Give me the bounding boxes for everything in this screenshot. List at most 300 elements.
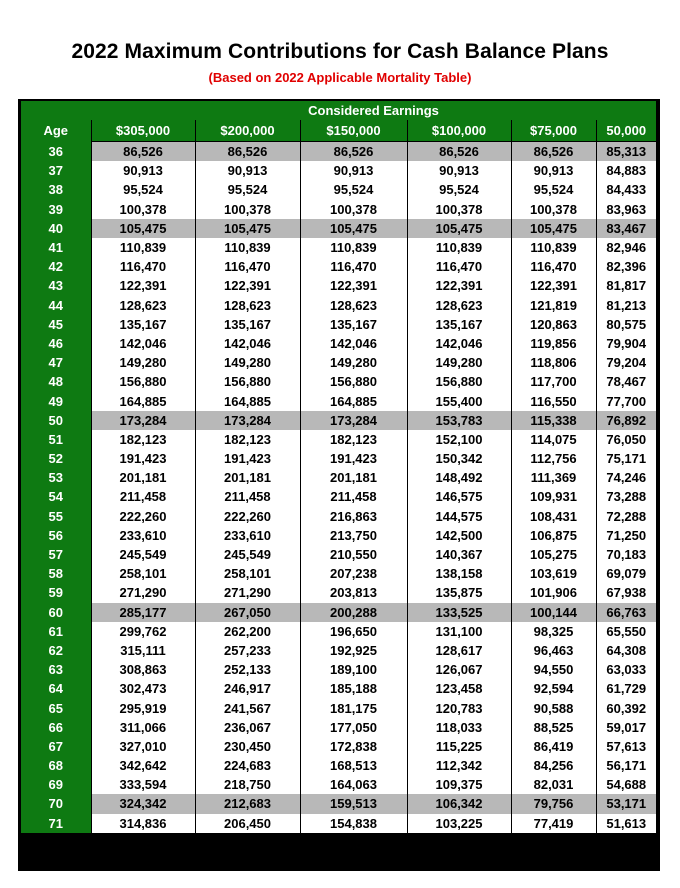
table-row [21,737,656,756]
age-cell: 39 [21,200,91,219]
table-row [21,641,656,660]
table-row [21,142,656,162]
contribution-cell: 182,123 [195,430,300,449]
table-column-header-row [21,120,656,142]
contribution-cell: 84,256 [511,756,596,775]
contribution-cell: 173,284 [195,411,300,430]
contributions-table-frame [18,99,660,871]
contribution-cell: 128,617 [407,641,511,660]
contribution-cell: 56,171 [596,756,656,775]
contribution-cell: 212,683 [195,794,300,813]
contribution-cell: 133,525 [407,603,511,622]
age-cell: 63 [21,660,91,679]
table-row [21,622,656,641]
contribution-cell: 115,225 [407,737,511,756]
contribution-cell: 90,913 [195,161,300,180]
age-cell: 59 [21,583,91,602]
contribution-cell: 156,880 [195,372,300,391]
contribution-cell: 314,836 [91,814,195,833]
contribution-cell: 105,275 [511,545,596,564]
contribution-cell: 156,880 [300,372,407,391]
contribution-cell: 117,700 [511,372,596,391]
contribution-cell: 192,925 [300,641,407,660]
contribution-cell: 111,369 [511,468,596,487]
contribution-cell: 200,288 [300,603,407,622]
contribution-cell: 211,458 [300,487,407,506]
contribution-cell: 100,378 [407,200,511,219]
age-cell: 67 [21,737,91,756]
table-row [21,756,656,775]
contribution-cell: 152,100 [407,430,511,449]
contribution-cell: 148,492 [407,468,511,487]
contribution-cell: 51,613 [596,814,656,833]
contribution-cell: 95,524 [511,180,596,199]
contribution-cell: 67,938 [596,583,656,602]
contribution-cell: 100,378 [300,200,407,219]
contribution-cell: 342,642 [91,756,195,775]
contribution-cell: 142,046 [195,334,300,353]
table-row [21,372,656,391]
contribution-cell: 105,475 [195,219,300,238]
column-header-200000: $200,000 [195,120,300,142]
contribution-cell: 100,144 [511,603,596,622]
column-header-150000: $150,000 [300,120,407,142]
table-row [21,353,656,372]
table-row [21,257,656,276]
contribution-cell: 233,610 [195,526,300,545]
contribution-cell: 140,367 [407,545,511,564]
contribution-cell: 224,683 [195,756,300,775]
contribution-cell: 118,033 [407,718,511,737]
contribution-cell: 236,067 [195,718,300,737]
table-row [21,449,656,468]
contribution-cell: 79,904 [596,334,656,353]
contribution-cell: 168,513 [300,756,407,775]
contribution-cell: 71,250 [596,526,656,545]
age-cell: 41 [21,238,91,257]
contribution-cell: 105,475 [91,219,195,238]
table-row [21,334,656,353]
contribution-cell: 257,233 [195,641,300,660]
contribution-cell: 116,470 [300,257,407,276]
age-cell: 47 [21,353,91,372]
age-cell: 54 [21,487,91,506]
contribution-cell: 155,400 [407,391,511,410]
age-cell: 40 [21,219,91,238]
contribution-cell: 149,280 [195,353,300,372]
age-cell: 42 [21,257,91,276]
contribution-cell: 173,284 [91,411,195,430]
contribution-cell: 142,046 [91,334,195,353]
contribution-cell: 245,549 [195,545,300,564]
table-row [21,487,656,506]
contribution-cell: 164,885 [91,391,195,410]
contribution-cell: 78,467 [596,372,656,391]
contribution-cell: 241,567 [195,698,300,717]
contribution-cell: 122,391 [300,276,407,295]
contribution-cell: 88,525 [511,718,596,737]
age-cell: 49 [21,391,91,410]
contribution-cell: 311,066 [91,718,195,737]
contribution-cell: 63,033 [596,660,656,679]
age-cell: 65 [21,698,91,717]
contribution-cell: 90,913 [511,161,596,180]
contribution-cell: 182,123 [300,430,407,449]
contribution-cell: 207,238 [300,564,407,583]
contribution-cell: 112,756 [511,449,596,468]
contribution-cell: 92,594 [511,679,596,698]
contribution-cell: 154,838 [300,814,407,833]
contribution-cell: 121,819 [511,296,596,315]
age-cell: 46 [21,334,91,353]
contribution-cell: 105,475 [300,219,407,238]
age-cell: 64 [21,679,91,698]
contribution-cell: 95,524 [91,180,195,199]
table-row [21,794,656,813]
contribution-cell: 149,280 [91,353,195,372]
contribution-cell: 60,392 [596,698,656,717]
contribution-cell: 177,050 [300,718,407,737]
table-row [21,660,656,679]
contribution-cell: 315,111 [91,641,195,660]
contribution-cell: 156,880 [91,372,195,391]
contribution-cell: 201,181 [91,468,195,487]
age-cell: 50 [21,411,91,430]
column-header-100000: $100,000 [407,120,511,142]
contribution-cell: 85,313 [596,142,656,162]
contribution-cell: 196,650 [300,622,407,641]
contribution-cell: 116,470 [407,257,511,276]
contribution-cell: 131,100 [407,622,511,641]
age-cell: 55 [21,507,91,526]
age-column-header: Age [21,120,91,142]
age-cell: 61 [21,622,91,641]
contribution-cell: 115,338 [511,411,596,430]
table-row [21,603,656,622]
contribution-cell: 116,470 [511,257,596,276]
contribution-cell: 84,883 [596,161,656,180]
contribution-cell: 59,017 [596,718,656,737]
contribution-cell: 73,288 [596,487,656,506]
contribution-cell: 86,526 [91,142,195,162]
contribution-cell: 112,342 [407,756,511,775]
table-row [21,161,656,180]
age-cell: 36 [21,142,91,162]
contribution-cell: 120,863 [511,315,596,334]
contribution-cell: 173,284 [300,411,407,430]
contribution-cell: 90,913 [407,161,511,180]
age-cell: 44 [21,296,91,315]
contribution-cell: 120,783 [407,698,511,717]
age-header-spacer [21,101,91,120]
contribution-cell: 109,375 [407,775,511,794]
considered-earnings-header: Considered Earnings [91,101,656,120]
contribution-cell: 118,806 [511,353,596,372]
contribution-cell: 327,010 [91,737,195,756]
contribution-cell: 122,391 [91,276,195,295]
contribution-cell: 86,419 [511,737,596,756]
contribution-cell: 153,783 [407,411,511,430]
contribution-cell: 82,031 [511,775,596,794]
age-cell: 45 [21,315,91,334]
table-group-header-row [21,101,656,120]
contribution-cell: 98,325 [511,622,596,641]
table-row [21,718,656,737]
age-cell: 37 [21,161,91,180]
contribution-cell: 114,075 [511,430,596,449]
contribution-cell: 159,513 [300,794,407,813]
age-cell: 69 [21,775,91,794]
contribution-cell: 218,750 [195,775,300,794]
contribution-cell: 191,423 [91,449,195,468]
contribution-cell: 86,526 [300,142,407,162]
contribution-cell: 191,423 [300,449,407,468]
contribution-cell: 128,623 [91,296,195,315]
contribution-cell: 245,549 [91,545,195,564]
contribution-cell: 95,524 [407,180,511,199]
contribution-cell: 86,526 [195,142,300,162]
table-row [21,468,656,487]
table-row [21,200,656,219]
contribution-cell: 285,177 [91,603,195,622]
contribution-cell: 172,838 [300,737,407,756]
contribution-cell: 135,167 [91,315,195,334]
page-title: 2022 Maximum Contributions for Cash Balance Plans [71,40,609,63]
contribution-cell: 128,623 [195,296,300,315]
contribution-cell: 135,875 [407,583,511,602]
contribution-cell: 191,423 [195,449,300,468]
table-row [21,583,656,602]
table-row [21,276,656,295]
contribution-cell: 185,188 [300,679,407,698]
contribution-cell: 53,171 [596,794,656,813]
contribution-cell: 211,458 [91,487,195,506]
page-subtitle: (Based on 2022 Applicable Mortality Table) [208,70,472,85]
contribution-cell: 110,839 [300,238,407,257]
contribution-cell: 66,763 [596,603,656,622]
contribution-cell: 308,863 [91,660,195,679]
contribution-cell: 246,917 [195,679,300,698]
contribution-cell: 149,280 [407,353,511,372]
contribution-cell: 146,575 [407,487,511,506]
contribution-cell: 110,839 [91,238,195,257]
contribution-cell: 69,079 [596,564,656,583]
contribution-cell: 95,524 [195,180,300,199]
table-row [21,391,656,410]
contribution-cell: 252,133 [195,660,300,679]
contribution-cell: 142,500 [407,526,511,545]
contribution-cell: 201,181 [195,468,300,487]
table-row [21,411,656,430]
contribution-cell: 86,526 [407,142,511,162]
contribution-cell: 79,204 [596,353,656,372]
contribution-cell: 80,575 [596,315,656,334]
contribution-cell: 135,167 [300,315,407,334]
contribution-cell: 110,839 [195,238,300,257]
contribution-cell: 74,246 [596,468,656,487]
contribution-cell: 61,729 [596,679,656,698]
contribution-cell: 128,623 [300,296,407,315]
contribution-cell: 135,167 [195,315,300,334]
contribution-cell: 54,688 [596,775,656,794]
contribution-cell: 110,839 [407,238,511,257]
table-row [21,545,656,564]
contribution-cell: 211,458 [195,487,300,506]
contribution-cell: 138,158 [407,564,511,583]
contribution-cell: 156,880 [407,372,511,391]
age-cell: 52 [21,449,91,468]
contribution-cell: 116,470 [91,257,195,276]
table-row [21,526,656,545]
contribution-cell: 144,575 [407,507,511,526]
contribution-cell: 75,171 [596,449,656,468]
age-cell: 66 [21,718,91,737]
contribution-cell: 100,378 [195,200,300,219]
contribution-cell: 116,550 [511,391,596,410]
contribution-cell: 81,817 [596,276,656,295]
table-row [21,430,656,449]
contribution-cell: 164,885 [300,391,407,410]
contribution-cell: 105,475 [511,219,596,238]
contribution-cell: 82,946 [596,238,656,257]
contribution-cell: 222,260 [195,507,300,526]
age-cell: 71 [21,814,91,833]
contribution-cell: 101,906 [511,583,596,602]
contribution-cell: 103,619 [511,564,596,583]
age-cell: 51 [21,430,91,449]
contribution-cell: 77,700 [596,391,656,410]
contribution-cell: 142,046 [300,334,407,353]
contribution-cell: 271,290 [195,583,300,602]
contribution-cell: 122,391 [195,276,300,295]
age-cell: 43 [21,276,91,295]
contribution-cell: 109,931 [511,487,596,506]
contribution-cell: 57,613 [596,737,656,756]
contribution-cell: 122,391 [511,276,596,295]
contribution-cell: 222,260 [91,507,195,526]
contribution-cell: 65,550 [596,622,656,641]
contribution-cell: 233,610 [91,526,195,545]
contribution-cell: 142,046 [407,334,511,353]
contribution-cell: 122,391 [407,276,511,295]
table-row [21,814,656,833]
contribution-cell: 189,100 [300,660,407,679]
age-cell: 60 [21,603,91,622]
contribution-cell: 90,913 [91,161,195,180]
contribution-cell: 95,524 [300,180,407,199]
table-row [21,564,656,583]
column-header-50000: 50,000 [596,120,656,142]
contribution-cell: 79,756 [511,794,596,813]
table-row [21,238,656,257]
contribution-cell: 70,183 [596,545,656,564]
contribution-cell: 100,378 [91,200,195,219]
contribution-cell: 94,550 [511,660,596,679]
table-row [21,296,656,315]
contribution-cell: 324,342 [91,794,195,813]
contribution-cell: 86,526 [511,142,596,162]
age-cell: 56 [21,526,91,545]
contribution-cell: 149,280 [300,353,407,372]
age-cell: 38 [21,180,91,199]
table-row [21,679,656,698]
contribution-cell: 164,063 [300,775,407,794]
contributions-table [21,101,656,833]
contribution-cell: 135,167 [407,315,511,334]
contribution-cell: 76,050 [596,430,656,449]
table-row [21,698,656,717]
contribution-cell: 206,450 [195,814,300,833]
table-row [21,775,656,794]
contribution-cell: 119,856 [511,334,596,353]
age-cell: 53 [21,468,91,487]
contribution-cell: 295,919 [91,698,195,717]
age-cell: 48 [21,372,91,391]
contribution-cell: 105,475 [407,219,511,238]
contribution-cell: 258,101 [195,564,300,583]
contribution-cell: 267,050 [195,603,300,622]
table-row [21,219,656,238]
contribution-cell: 100,378 [511,200,596,219]
contribution-cell: 81,213 [596,296,656,315]
contribution-cell: 258,101 [91,564,195,583]
contribution-cell: 216,863 [300,507,407,526]
age-cell: 70 [21,794,91,813]
contribution-cell: 302,473 [91,679,195,698]
age-cell: 68 [21,756,91,775]
age-cell: 57 [21,545,91,564]
contribution-cell: 123,458 [407,679,511,698]
contribution-cell: 106,875 [511,526,596,545]
table-row [21,180,656,199]
contribution-cell: 182,123 [91,430,195,449]
contribution-cell: 90,913 [300,161,407,180]
contribution-cell: 201,181 [300,468,407,487]
contribution-cell: 299,762 [91,622,195,641]
contribution-cell: 213,750 [300,526,407,545]
contribution-cell: 110,839 [511,238,596,257]
contribution-cell: 82,396 [596,257,656,276]
contribution-cell: 181,175 [300,698,407,717]
column-header-305000: $305,000 [91,120,195,142]
table-row [21,315,656,334]
contribution-cell: 164,885 [195,391,300,410]
contribution-cell: 210,550 [300,545,407,564]
contribution-cell: 333,594 [91,775,195,794]
contribution-cell: 83,963 [596,200,656,219]
contribution-cell: 126,067 [407,660,511,679]
age-cell: 62 [21,641,91,660]
table-row [21,507,656,526]
contribution-cell: 150,342 [407,449,511,468]
contribution-cell: 77,419 [511,814,596,833]
contribution-cell: 271,290 [91,583,195,602]
contribution-cell: 116,470 [195,257,300,276]
contribution-cell: 203,813 [300,583,407,602]
contribution-cell: 230,450 [195,737,300,756]
contribution-cell: 128,623 [407,296,511,315]
contribution-cell: 84,433 [596,180,656,199]
contribution-cell: 106,342 [407,794,511,813]
contribution-cell: 103,225 [407,814,511,833]
contribution-cell: 76,892 [596,411,656,430]
column-header-75000: $75,000 [511,120,596,142]
age-cell: 58 [21,564,91,583]
contribution-cell: 96,463 [511,641,596,660]
contribution-cell: 83,467 [596,219,656,238]
contribution-cell: 262,200 [195,622,300,641]
contribution-cell: 72,288 [596,507,656,526]
